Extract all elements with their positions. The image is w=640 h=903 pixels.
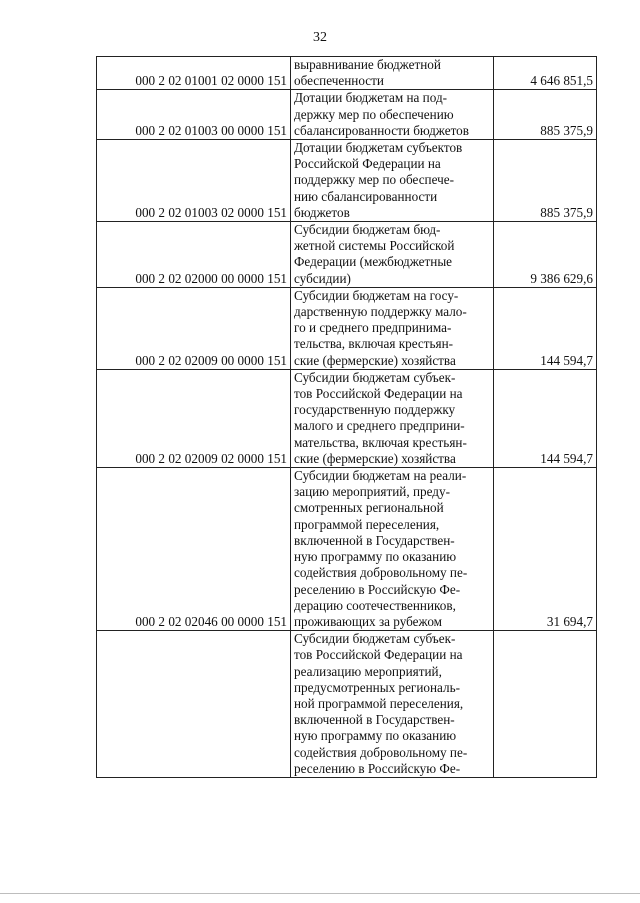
- table-row: [97, 287, 597, 369]
- revenue-name-line: Субсидии бюджетам на реали-: [294, 468, 467, 484]
- revenue-name-line: Федерации (межбюджетные: [294, 254, 453, 270]
- revenue-name-line: содействия добровольному пе-: [294, 565, 468, 581]
- revenue-name-line: тельства, включая крестьян-: [294, 336, 454, 352]
- amount-cell: 885 375,9: [494, 140, 597, 222]
- revenue-name-cell: [291, 90, 494, 140]
- revenue-name-line: держку мер по обеспечению: [294, 106, 454, 122]
- budget-code-cell: 000 2 02 02046 00 0000 151: [97, 468, 291, 631]
- revenue-name-line: малого и среднего предприни-: [294, 418, 465, 434]
- budget-code-cell: 000 2 02 01003 00 0000 151: [97, 90, 291, 140]
- revenue-name-cell: [291, 57, 494, 90]
- table-row: [97, 631, 597, 778]
- revenue-name-line: ной программой переселения,: [294, 695, 464, 711]
- table-row: [97, 140, 597, 222]
- revenue-name-line: ную программу по оказанию: [294, 728, 457, 744]
- budget-code-cell: 000 2 02 02009 02 0000 151: [97, 369, 291, 467]
- table-row: [97, 57, 597, 90]
- revenue-name-line: Субсидии бюджетам субъек-: [294, 631, 456, 647]
- revenue-name-line: тов Российской Федерации на: [294, 647, 463, 663]
- revenue-name-line: предусмотренных региональ-: [294, 679, 461, 695]
- budget-code-cell: 000 2 02 02000 00 0000 151: [97, 222, 291, 288]
- revenue-name-line: ские (фермерские) хозяйства: [294, 352, 456, 368]
- amount-cell: [494, 631, 597, 778]
- revenue-name-line: обеспеченности: [294, 73, 384, 89]
- revenue-name-line: ские (фермерские) хозяйства: [294, 450, 456, 466]
- revenue-name-cell: [291, 140, 494, 222]
- amount-cell: 144 594,7: [494, 287, 597, 369]
- revenue-name-line: Дотации бюджетам на под-: [294, 90, 448, 106]
- revenue-name-line: проживающих за рубежом: [294, 613, 443, 629]
- revenue-name-cell: [291, 287, 494, 369]
- revenue-name-line: ную программу по оказанию: [294, 549, 457, 565]
- revenue-name-line: дерацию соотечественников,: [294, 597, 456, 613]
- revenue-name-line: го и среднего предпринима-: [294, 320, 452, 336]
- revenue-name-line: поддержку мер по обеспече-: [294, 172, 455, 188]
- revenue-name-cell: [291, 222, 494, 288]
- table-row: [97, 222, 597, 288]
- revenue-name-line: включенной в Государствен-: [294, 712, 455, 728]
- page-number: 32: [313, 30, 327, 45]
- revenue-name-line: дарственную поддержку мало-: [294, 304, 467, 320]
- table-row: [97, 90, 597, 140]
- revenue-name-line: нию сбалансированности: [294, 188, 438, 204]
- amount-cell: 31 694,7: [494, 468, 597, 631]
- revenue-name-line: реселению в Российскую Фе-: [294, 581, 461, 597]
- amount-cell: 4 646 851,5: [494, 57, 597, 90]
- revenue-name-cell: [291, 468, 494, 631]
- revenue-name-line: зацию мероприятий, преду-: [294, 484, 450, 500]
- budget-table-body: [97, 57, 597, 778]
- revenue-name-line: бюджетов: [294, 204, 350, 220]
- amount-cell: 885 375,9: [494, 90, 597, 140]
- revenue-name-line: программой переселения,: [294, 516, 440, 532]
- revenue-name-line: смотренных региональной: [294, 500, 444, 516]
- revenue-name-line: реализацию мероприятий,: [294, 663, 442, 679]
- revenue-name-line: субсидии): [294, 270, 351, 286]
- revenue-name-line: содействия добровольному пе-: [294, 744, 468, 760]
- table-row: [97, 369, 597, 467]
- revenue-name-line: тов Российской Федерации на: [294, 386, 463, 402]
- revenue-name-line: реселению в Российскую Фе-: [294, 760, 461, 776]
- revenue-name-line: Субсидии бюджетам на госу-: [294, 287, 459, 303]
- amount-cell: 144 594,7: [494, 369, 597, 467]
- revenue-name-line: жетной системы Российской: [294, 238, 455, 254]
- budget-code-cell: 000 2 02 02009 00 0000 151: [97, 287, 291, 369]
- revenue-name-line: государственную поддержку: [294, 402, 456, 418]
- revenue-name-line: Российской Федерации на: [294, 156, 441, 172]
- revenue-name-line: Субсидии бюджетам бюд-: [294, 222, 441, 238]
- budget-code-cell: [97, 631, 291, 778]
- budget-code-cell: 000 2 02 01001 02 0000 151: [97, 57, 291, 90]
- amount-cell: 9 386 629,6: [494, 222, 597, 288]
- page-bottom-rule: [0, 893, 640, 894]
- revenue-name-cell: [291, 369, 494, 467]
- revenue-name-line: включенной в Государствен-: [294, 532, 455, 548]
- table-row: [97, 468, 597, 631]
- revenue-name-line: Субсидии бюджетам субъек-: [294, 369, 456, 385]
- revenue-name-cell: [291, 631, 494, 778]
- budget-table: [96, 56, 597, 778]
- budget-code-cell: 000 2 02 01003 02 0000 151: [97, 140, 291, 222]
- revenue-name-line: выравнивание бюджетной: [294, 57, 441, 72]
- revenue-name-line: Дотации бюджетам субъектов: [294, 140, 463, 156]
- revenue-name-line: сбалансированности бюджетов: [294, 122, 469, 138]
- revenue-name-line: мательства, включая крестьян-: [294, 434, 467, 450]
